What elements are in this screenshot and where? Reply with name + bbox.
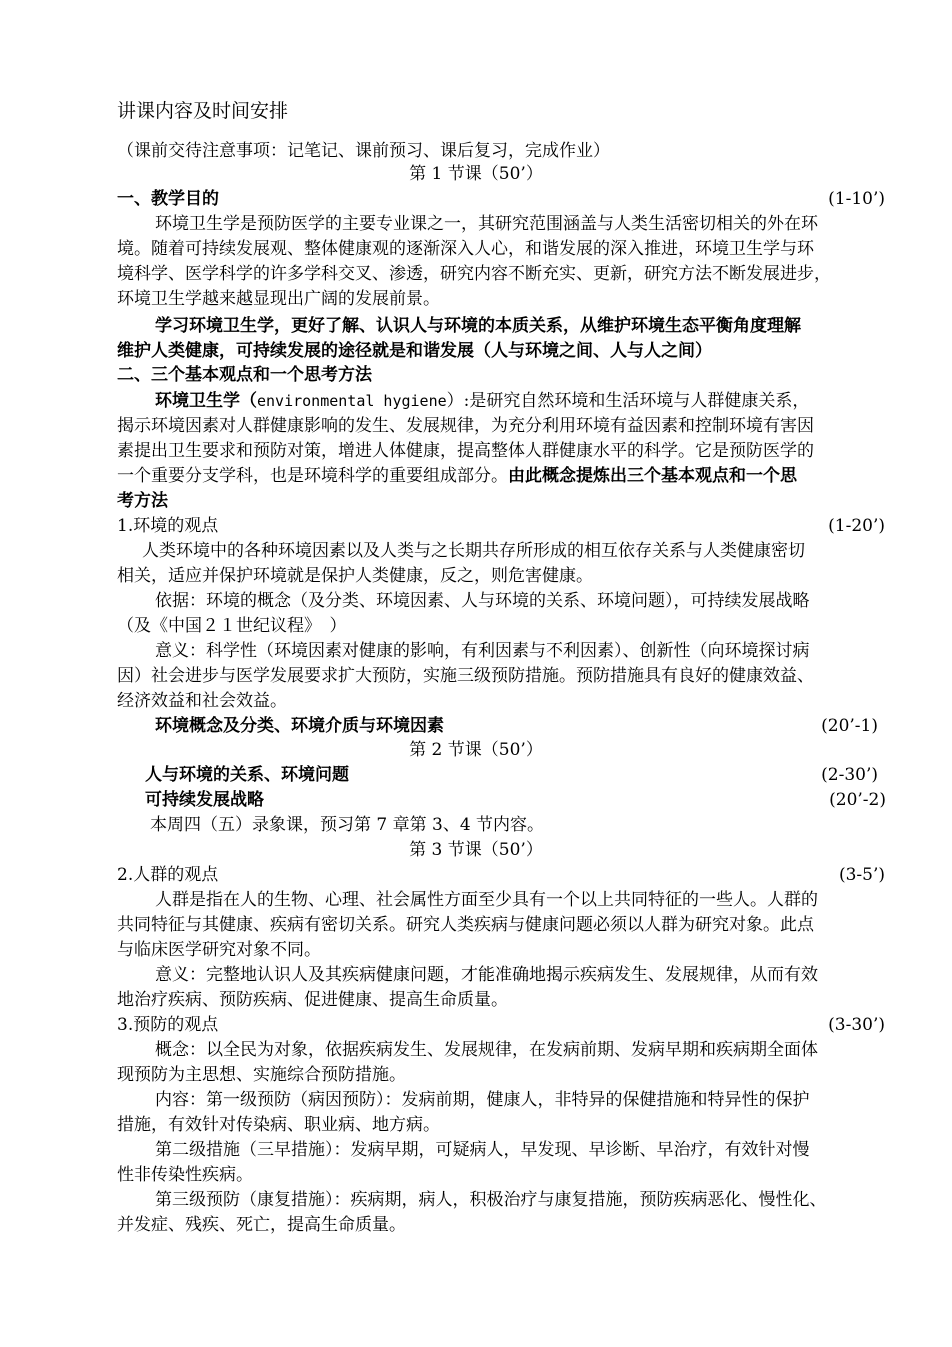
definition-text: ）:是研究自然环境和生活环境与人群健康关系， bbox=[446, 391, 810, 411]
page-title: 讲课内容及时间安排 bbox=[117, 100, 289, 122]
bold-paragraph-line: 维护人类健康，可持续发展的途径就是和谐发展（人与环境之间、人与人之间） bbox=[117, 341, 712, 361]
topic-time: (2-30’) bbox=[821, 765, 878, 785]
paragraph-line: 揭示环境因素对人群健康影响的发生、发展规律，为充分利用环境有益因素和控制环境有害因 bbox=[117, 416, 814, 436]
notice-line: （课前交待注意事项：记笔记、课前预习、课后复习，完成作业） bbox=[117, 141, 610, 161]
paragraph-line: 素提出卫生要求和预防对策，增进人体健康，提高整体人群健康水平的科学。它是预防医学的 bbox=[117, 441, 814, 461]
bold-paragraph-line: 学习环境卫生学，更好了解、认识人与环境的本质关系，从维护环境生态平衡角度理解 bbox=[155, 316, 801, 336]
lesson-1-heading: 第 1 节课（50’） bbox=[409, 164, 543, 184]
paragraph-line: 境。随着可持续发展观、整体健康观的逐渐深入人心，和谐发展的深入推进，环境卫生学与环 bbox=[117, 239, 814, 259]
paragraph-line: 意义：完整地认识人及其疾病健康问题，才能准确地揭示疾病发生、发展规律，从而有效 bbox=[155, 965, 818, 985]
topic-time: (20’-1) bbox=[821, 716, 878, 736]
lesson-2-heading: 第 2 节课（50’） bbox=[409, 740, 543, 760]
english-term: environmental hygiene bbox=[257, 392, 447, 410]
paragraph-bold-text: 由此概念提炼出三个基本观点和一个思 bbox=[508, 466, 797, 486]
paragraph-line: 相关，适应并保护环境就是保护人类健康，反之，则危害健康。 bbox=[117, 566, 593, 586]
section-1-heading: 一、教学目的 bbox=[117, 189, 219, 209]
paragraph-line bbox=[117, 464, 797, 488]
paragraph-line: 性非传染性疾病。 bbox=[117, 1165, 253, 1185]
viewpoint-1-heading: 1.环境的观点 bbox=[117, 516, 219, 536]
paragraph-line: 意义：科学性（环境因素对健康的影响，有利因素与不利因素）、创新性（向环境探讨病 bbox=[155, 641, 810, 661]
paragraph-line: 第三级预防（康复措施）：疾病期，病人，积极治疗与康复措施，预防疾病恶化、慢性化、 bbox=[155, 1190, 827, 1210]
viewpoint-3-time: (3-30’) bbox=[828, 1015, 885, 1035]
topic-time: (20’-2) bbox=[829, 790, 886, 810]
paragraph-line: 依据：环境的概念（及分类、环境因素、人与环境的关系、环境问题），可持续发展战略 bbox=[155, 591, 810, 611]
topic-item: 环境概念及分类、环境介质与环境因素 bbox=[155, 716, 444, 736]
lesson-3-heading: 第 3 节课（50’） bbox=[409, 840, 543, 860]
paragraph-line: 环境卫生学越来越显现出广阔的发展前景。 bbox=[117, 289, 440, 309]
viewpoint-1-time: (1-20’) bbox=[828, 516, 885, 536]
viewpoint-3-heading: 3.预防的观点 bbox=[117, 1015, 219, 1035]
definition-term: 环境卫生学（ bbox=[155, 391, 257, 411]
paragraph-line: 并发症、残疾、死亡，提高生命质量。 bbox=[117, 1215, 406, 1235]
topic-item: 可持续发展战略 bbox=[145, 790, 264, 810]
section-1-time: (1-10’) bbox=[828, 189, 885, 209]
paragraph-line: 现预防为主思想、实施综合预防措施。 bbox=[117, 1065, 406, 1085]
paragraph-line: 与临床医学研究对象不同。 bbox=[117, 940, 321, 960]
paragraph-line: 概念：以全民为对象，依据疾病发生、发展规律，在发病前期、发病早期和疾病期全面体 bbox=[155, 1040, 818, 1060]
paragraph-line: 经济效益和社会效益。 bbox=[117, 691, 287, 711]
viewpoint-2-heading: 2.人群的观点 bbox=[117, 865, 219, 885]
paragraph-line: （及《中国２１世纪议程》 ） bbox=[117, 616, 347, 636]
paragraph-line: 考方法 bbox=[117, 491, 168, 511]
paragraph-line: 人群是指在人的生物、心理、社会属性方面至少具有一个以上共同特征的一些人。人群的 bbox=[155, 890, 818, 910]
paragraph-line: 地治疗疾病、预防疾病、促进健康、提高生命质量。 bbox=[117, 990, 508, 1010]
paragraph-line: 境科学、医学科学的许多学科交叉、渗透，研究内容不断充实、更新，研究方法不断发展进步， bbox=[117, 264, 831, 284]
paragraph-line: 第二级措施（三早措施）：发病早期，可疑病人，早发现、早诊断、早治疗，有效针对慢 bbox=[155, 1140, 810, 1160]
viewpoint-2-time: (3-5’) bbox=[838, 865, 885, 885]
definition-line bbox=[155, 389, 809, 413]
paragraph-line: 措施，有效针对传染病、职业病、地方病。 bbox=[117, 1115, 440, 1135]
paragraph-line: 共同特征与其健康、疾病有密切关系。研究人类疾病与健康问题必须以人群为研究对象。此点 bbox=[117, 915, 814, 935]
paragraph-line: 人类环境中的各种环境因素以及人类与之长期共存所形成的相互依存关系与人类健康密切 bbox=[142, 541, 805, 561]
paragraph-line: 因）社会进步与医学发展要求扩大预防，实施三级预防措施。预防措施具有良好的健康效益、 bbox=[117, 666, 814, 686]
topic-item: 人与环境的关系、环境问题 bbox=[145, 765, 349, 785]
preview-note: 本周四（五）录象课，预习第 7 章第 3、4 节内容。 bbox=[150, 815, 545, 835]
paragraph-line: 内容：第一级预防（病因预防）：发病前期，健康人，非特异的保健措施和特异性的保护 bbox=[155, 1090, 810, 1110]
paragraph-text: 一个重要分支学科，也是环境科学的重要组成部分。 bbox=[117, 466, 508, 486]
paragraph-line: 环境卫生学是预防医学的主要专业课之一，其研究范围涵盖与人类生活密切相关的外在环 bbox=[155, 214, 818, 234]
section-2-heading: 二、三个基本观点和一个思考方法 bbox=[117, 365, 372, 385]
